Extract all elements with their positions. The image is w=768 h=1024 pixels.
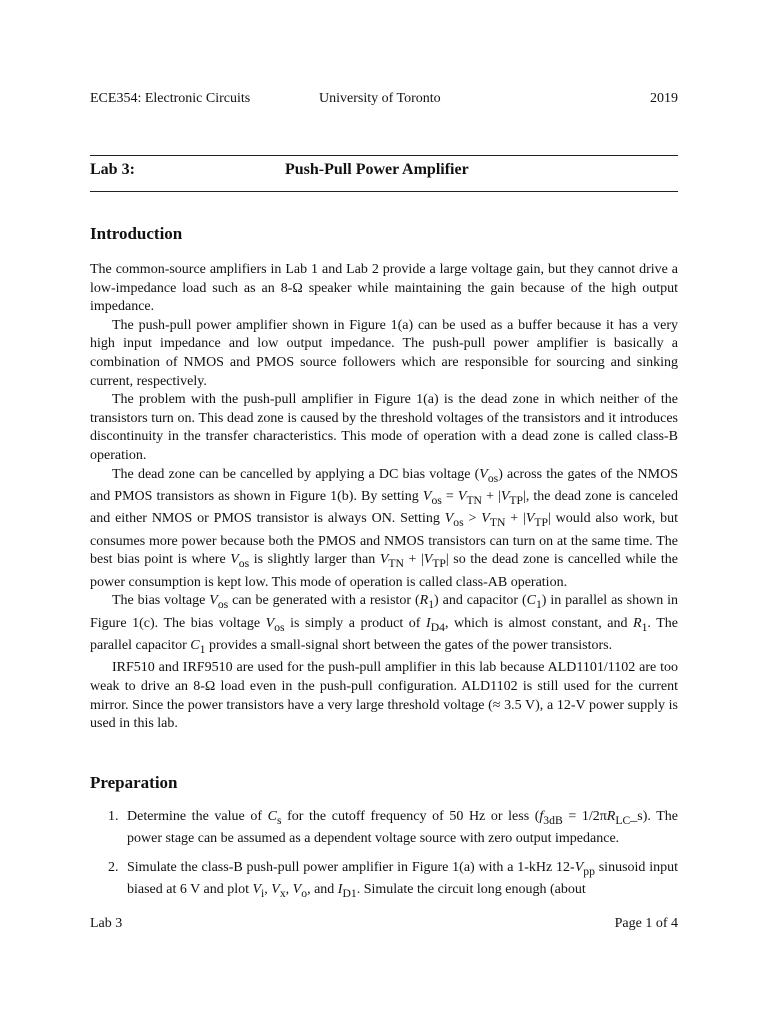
introduction-heading: Introduction <box>90 224 183 243</box>
lab-title: Push-Pull Power Amplifier <box>285 161 469 178</box>
page-number: Page 1 of 4 <box>614 916 678 931</box>
intro-paragraph-2: The push-pull power amplifier shown in Figure 1(a) can be used as a buffer because it has a very high input impedance and low output impedance. The push-pull power amplifier is basically a combination of NMOS and PMOS source followers which are responsible for sourcing and sinking current, respectively. <box>90 317 678 389</box>
footer-lab-label: Lab 3 <box>90 916 123 931</box>
intro-paragraph-1: The common-source amplifiers in Lab 1 and Lab 2 provide a large voltage gain, but they cannot drive a low-impedance load such as an 8-Ω speaker while maintaining the gain because of the high output impedance. <box>90 262 678 315</box>
preparation-list <box>90 808 678 914</box>
title-bottom-rule <box>90 191 678 192</box>
document-page <box>90 0 678 1024</box>
lab-number: Lab 3: <box>90 161 135 178</box>
running-header <box>90 91 678 111</box>
item-number: 1. <box>108 809 119 824</box>
intro-paragraph-6: IRF510 and IRF9510 are used for the push-pull amplifier in this lab because ALD1101/1102 are too weak to drive an 8-Ω load even in the push-pull configuration. ALD1102 is still used for the current mirror. Since the power transistors have a very large threshold voltage (≈ 3.5 V), a 12-V power supply is used in this lab. <box>90 660 678 732</box>
item-number: 2. <box>108 859 119 875</box>
intro-paragraph-3: The problem with the push-pull amplifier in Figure 1(a) is the dead zone in which neither of the transistors turn on. This dead zone is caused by the threshold voltages of the transistors and it introduces discontinuity in the transfer characteristics. This mode of operation with a dead zone is called class-B operation. <box>90 392 678 463</box>
list-item <box>90 808 678 849</box>
intro-paragraph-5: The bias voltage $V_{os}$ can be generated with a resistor $(R_1)$ and capacitor $(C_1)$ in parallel as shown in Figure 1(c). The bias voltage $V_{os}$ is simply a product of $I_{D4}$, which is almost constant, and $R_1$. The parallel capacitor $C_1$ provides a small-signal short between the gates of the power transistors. <box>90 593 679 656</box>
preparation-heading: Preparation <box>90 773 178 792</box>
title-top-rule <box>90 155 678 156</box>
intro-paragraph-4: The dead zone can be cancelled by applying a DC bias voltage $(V_{os})$ across the gates of the NMOS and PMOS transistors as shown in Figure 1(b). By setting $V_{os} = V_{TN} + |V_{TP}|$, the dead zone is canceled and either NMOS or PMOS transistor is always ON. Setting $V_{os} > V_{TN} + |V_{TP}|$ would also work, but consumes more power because both the PMOS and NMOS transistors can turn on at the same time. The best bias point is where $V_{os}$ is slightly larger than $V_{TN} + |V_{TP}|$ so the dead zone is cancelled while the power consumption is kept low. This mode of operation is called class-AB operation. <box>90 466 679 590</box>
item-text: Simulate the class-B push-pull power amplifier in Figure 1(a) with a 1-kHz $12-V_{pp}$ sinusoid input biased at 6 V and plot $V_i$, $V_x$, $V_o$, and $I_{D1}$. Simulate the circuit long enough (about <box>127 859 678 901</box>
header-year: 2019 <box>650 91 678 106</box>
course-name: ECE354: Electronic Circuits <box>90 91 251 106</box>
university-name: University of Toronto <box>319 91 441 106</box>
list-item <box>90 859 678 904</box>
introduction-body <box>90 261 678 734</box>
item-text: Determine the value of $C_s$ for the cutoff frequency of 50 Hz or less ($f_{3dB}$ = $1/2\pi R_{LC}\_s$). The power stage can be assumed as a dependent voltage source with zero output impedance. <box>127 809 678 847</box>
